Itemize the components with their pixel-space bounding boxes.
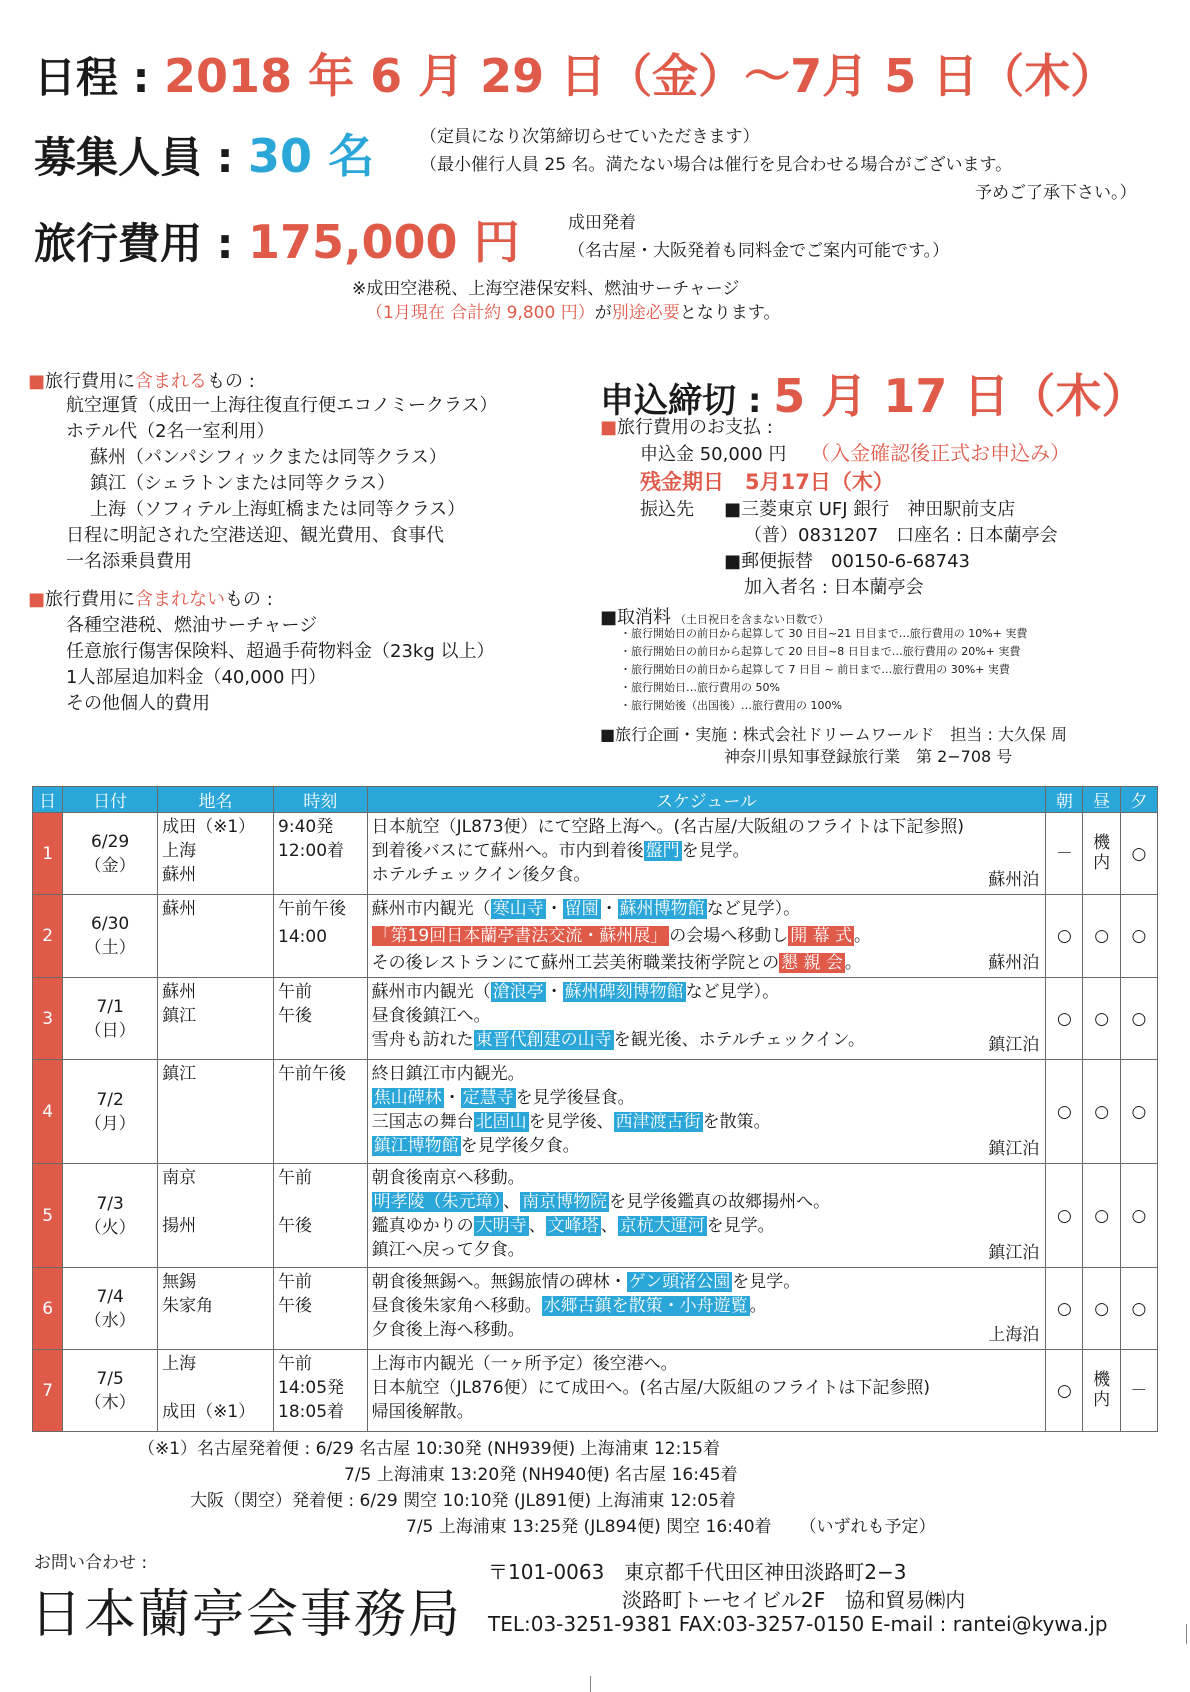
payment-deposit <box>640 440 1070 468</box>
address-line-1: 〒101-0063 東京都千代田区神田淡路町2−3 <box>488 1560 907 1584</box>
date-cell: 6/29 （金） <box>63 813 158 895</box>
day-number: 4 <box>33 1060 63 1164</box>
cost-line <box>34 206 520 272</box>
time-cell: 午前午後 <box>274 1060 368 1164</box>
office-name: 日本蘭亭会事務局 <box>30 1585 463 1645</box>
time-cell: 午前 午後 <box>274 1164 368 1268</box>
schedule-cell: 蘇州市内観光（ 滄浪亭 ・ 蘇州碑刻博物館 など見学）。 昼食後鎮江へ。 雪舟も訪れた 東晋代創建の山寺 を観光後、ホテルチェックイン。 鎮江泊 <box>367 978 1046 1060</box>
overnight-stay: 上海泊 <box>988 1325 1040 1345</box>
organizer-line-1: ■旅行企画・実施 : 株式会社ドリームワールド 担当 : 大久保 周 <box>600 725 1068 744</box>
header-schedule: スケジュール <box>367 787 1046 813</box>
highlight-spot: 盤門 <box>645 841 680 861</box>
flight-note-4-remark: （いずれも予定） <box>799 1517 936 1537</box>
day-number: 6 <box>33 1268 63 1350</box>
table-row <box>33 1350 1158 1432</box>
header-dinner: 夕 <box>1120 787 1157 813</box>
included-item: 一名添乗員費用 <box>66 551 192 572</box>
included-title: ■旅行費用に含まれるもの : <box>28 371 255 392</box>
included-item: 鎮江（シェラトンまたは同等クラス） <box>90 473 396 494</box>
cancel-title-text: 取消料 <box>617 607 672 628</box>
meal-dinner: ○ <box>1120 1164 1157 1268</box>
place-cell: 蘇州 <box>158 895 274 978</box>
included-item: 日程に明記された空港送迎、観光費用、食事代 <box>66 525 444 546</box>
place-cell: 南京 揚州 <box>158 1164 274 1268</box>
balance-date: 残金期日 5月17日（木） <box>640 470 894 494</box>
meal-dinner: ○ <box>1120 1060 1157 1164</box>
place-cell: 成田（※1） 上海 蘇州 <box>158 813 274 895</box>
bank-info: ■三菱東京 UFJ 銀行 神田駅前支店 <box>724 499 1016 520</box>
flight-note-1: （※1）名古屋発着便 : 6/29 名古屋 10:30発 (NH939便) 上海浦東 12:15着 <box>138 1439 720 1459</box>
table-row <box>33 1060 1158 1164</box>
excluded-title-pre: 旅行費用に <box>45 589 136 610</box>
meal-dinner: － <box>1120 1350 1157 1432</box>
overnight-stay: 鎮江泊 <box>988 1243 1040 1263</box>
recruit-label: 募集人員 : <box>34 133 249 182</box>
header-date: 日付 <box>63 787 158 813</box>
cost-value: 175,000 円 <box>248 215 520 269</box>
meal-dinner: ○ <box>1120 1268 1157 1350</box>
meal-lunch: ○ <box>1083 1164 1120 1268</box>
address-line-2: 淡路町トーセイビル2F 協和貿易㈱内 <box>622 1588 966 1612</box>
date-cell: 7/3 （火） <box>63 1164 158 1268</box>
deposit-note: （入金確認後正式お申込み） <box>810 441 1071 465</box>
meal-breakfast: ○ <box>1046 1350 1083 1432</box>
tax-separate: 別途必要 <box>611 303 680 323</box>
recruit-note-3: 予めご了承下さい。） <box>975 183 1137 203</box>
table-row <box>33 978 1158 1060</box>
cancel-item: ・旅行開始後（出国後）…旅行費用の 100% <box>620 699 842 712</box>
day-number: 3 <box>33 978 63 1060</box>
tax-amount: （1月現在 合計約 9,800 円） <box>366 303 595 323</box>
transfer-label: 振込先 <box>640 499 694 520</box>
flight-note-4 <box>406 1514 936 1540</box>
schedule-cell: 日本航空（JL873便）にて空路上海へ。(名古屋/大阪組のフライトは下記参照) 到着後バスにて蘇州へ。市内到着後 盤門 を見学。 ホテルチェックイン後夕食。 蘇州泊 <box>367 813 1046 895</box>
postal-info: ■郵便振替 00150-6-68743 <box>724 551 970 572</box>
excluded-title-post: もの : <box>225 589 273 610</box>
crop-mark <box>1186 1624 1187 1644</box>
meal-dinner: ○ <box>1120 813 1157 895</box>
schedule-table <box>32 786 1158 1432</box>
tax-mid: が <box>594 303 612 323</box>
meal-lunch: ○ <box>1083 1268 1120 1350</box>
time-cell: 午前 午後 <box>274 1268 368 1350</box>
date-cell: 7/2 （月） <box>63 1060 158 1164</box>
day-number: 5 <box>33 1164 63 1268</box>
meal-dinner: ○ <box>1120 895 1157 978</box>
postal-name: 加入者名 : 日本蘭亭会 <box>744 577 924 598</box>
meal-lunch: 機内 <box>1083 1350 1120 1432</box>
excluded-item: 任意旅行傷害保険料、超過手荷物料金（23kg 以上） <box>66 641 495 662</box>
meal-breakfast: ○ <box>1046 978 1083 1060</box>
included-item: 航空運賃（成田一上海往復直行便エコノミークラス） <box>66 395 498 416</box>
excluded-item: 各種空港税、燃油サーチャージ <box>66 615 318 636</box>
header-day: 日 <box>33 787 63 813</box>
included-title-post: もの : <box>207 371 255 392</box>
place-cell: 上海 成田（※1） <box>158 1350 274 1432</box>
place-cell: 鎮江 <box>158 1060 274 1164</box>
flight-note-3: 大阪（関空）発着便 : 6/29 関空 10:10発 (JL891便) 上海浦東 12:05着 <box>190 1491 736 1511</box>
date-cell: 7/5 （木） <box>63 1350 158 1432</box>
overnight-stay: 蘇州泊 <box>988 870 1040 890</box>
included-title-pre: 旅行費用に <box>45 371 136 392</box>
tax-end: となります。 <box>679 303 781 323</box>
schedule-value: 2018 年 6 月 29 日（金）～7月 5 日（木） <box>164 49 1117 103</box>
date-cell: 7/4 （水） <box>63 1268 158 1350</box>
cancel-item: ・旅行開始日の前日から起算して 7 日目 ~ 前日まで…旅行費用の 30%+ 実費 <box>620 663 1010 676</box>
schedule-cell: 蘇州市内観光（ 寒山寺 ・ 留園 ・ 蘇州博物館 など見学）。 「第19回日本蘭亭書法交流・蘇州展」 の会場へ移動し 開 幕 式 。 その後レストランにて蘇州工芸美術職業技術学院との 懇 親 会 。 蘇州泊 <box>367 895 1046 978</box>
excluded-item: その他個人的費用 <box>66 693 210 714</box>
crop-mark <box>590 1676 591 1692</box>
date-cell: 7/1 （日） <box>63 978 158 1060</box>
meal-breakfast: ○ <box>1046 1164 1083 1268</box>
header-place: 地名 <box>158 787 274 813</box>
meal-lunch: ○ <box>1083 1060 1120 1164</box>
recruit-line <box>34 120 374 186</box>
header-lunch: 昼 <box>1083 787 1120 813</box>
excluded-title-red: 含まれない <box>135 589 226 610</box>
account-info: （普）0831207 口座名 : 日本蘭亭会 <box>744 525 1058 546</box>
meal-lunch: ○ <box>1083 895 1120 978</box>
schedule-cell: 朝食後南京へ移動。 明孝陵（朱元璋） 、 南京博物院 を見学後鑑真の故郷揚州へ。 鑑真ゆかりの 大明寺 、 文峰塔 、 京杭大運河 を見学。 鎮江へ戻って夕食。 鎮江泊 <box>367 1164 1046 1268</box>
table-row <box>33 895 1158 978</box>
overnight-stay: 鎮江泊 <box>988 1139 1040 1159</box>
recruit-value: 30 名 <box>248 129 375 183</box>
excluded-item: 1人部屋追加料金（40,000 円） <box>66 667 327 688</box>
deadline-value: 5 月 17 日（木） <box>773 369 1148 423</box>
table-header-row <box>33 787 1158 813</box>
schedule-cell: 終日鎮江市内観光。 焦山碑林 ・ 定慧寺 を見学後昼食。 三国志の舞台 北固山 を見学後、 西津渡古街 を散策。 鎮江博物館 を見学後夕食。 鎮江泊 <box>367 1060 1046 1164</box>
meal-breakfast: ○ <box>1046 1268 1083 1350</box>
day-number: 7 <box>33 1350 63 1432</box>
place-cell: 蘇州 鎮江 <box>158 978 274 1060</box>
meal-dinner: ○ <box>1120 978 1157 1060</box>
time-cell: 午前 午後 <box>274 978 368 1060</box>
date-cell: 6/30 （土） <box>63 895 158 978</box>
meal-breakfast: ○ <box>1046 1060 1083 1164</box>
place-cell: 無錫 朱家角 <box>158 1268 274 1350</box>
cost-note-2: （名古屋・大阪発着も同料金でご案内可能です。） <box>568 241 950 261</box>
table-row <box>33 813 1158 895</box>
recruit-note-2: （最小催行人員 25 名。満たない場合は催行を見合わせる場合がございます。 <box>420 155 1013 175</box>
cancel-item: ・旅行開始日の前日から起算して 20 日目~8 日目まで…旅行費用の 20%+ 実費 <box>620 645 1021 658</box>
included-title-red: 含まれる <box>135 371 208 392</box>
cancel-title: ■取消料 （土日祝日を含まない日数で） <box>600 607 830 628</box>
included-item: 上海（ソフィテル上海虹橋または同等クラス） <box>90 499 466 520</box>
contact-tel-email: TEL:03-3251-9381 FAX:03-3257-0150 E-mail : rantei@kywa.jp <box>488 1612 1108 1636</box>
time-cell: 午前午後 14:00 <box>274 895 368 978</box>
tax-note-1: ※成田空港税、上海空港保安料、燃油サーチャージ <box>352 279 740 299</box>
cancel-item: ・旅行開始日の前日から起算して 30 日目~21 日目まで…旅行費用の 10%+ 実費 <box>620 627 1028 640</box>
cancel-item: ・旅行開始日…旅行費用の 50% <box>620 681 780 694</box>
flight-note-4-text: 7/5 上海浦東 13:25発 (JL894便) 関空 16:40着 <box>406 1517 772 1537</box>
day-number: 2 <box>33 895 63 978</box>
cancel-title-note: （土日祝日を含まない日数で） <box>675 613 830 626</box>
tax-note-2 <box>366 300 780 326</box>
time-cell: 9:40発 12:00着 <box>274 813 368 895</box>
excluded-title: ■旅行費用に含まれないもの : <box>28 589 273 610</box>
table-row <box>33 1268 1158 1350</box>
cost-note-1: 成田発着 <box>568 213 636 233</box>
header-time: 時刻 <box>274 787 368 813</box>
payment-title: ■旅行費用のお支払 : <box>600 417 773 438</box>
included-item: 蘇州（パンパシフィックまたは同等クラス） <box>90 447 447 468</box>
deadline-label: 申込締切 : <box>600 381 774 421</box>
overnight-stay: 蘇州泊 <box>988 953 1040 973</box>
meal-breakfast: － <box>1046 813 1083 895</box>
schedule-label: 日程 : <box>34 53 165 102</box>
flight-note-2: 7/5 上海浦東 13:20発 (NH940便) 名古屋 16:45着 <box>344 1465 738 1485</box>
schedule-cell: 朝食後無錫へ。無錫旅情の碑林・ ゲン頭渚公園 を見学。 昼食後朱家角へ移動。 水郷古鎮を散策・小舟遊覧 。 夕食後上海へ移動。 上海泊 <box>367 1268 1046 1350</box>
deposit-amount: 申込金 50,000 円 <box>640 444 787 465</box>
contact-label: お問い合わせ : <box>34 1553 148 1573</box>
payment-title-text: 旅行費用のお支払 : <box>617 417 773 438</box>
included-item: ホテル代（2名一室利用） <box>66 421 275 442</box>
cost-label: 旅行費用 : <box>34 219 249 268</box>
meal-lunch: ○ <box>1083 978 1120 1060</box>
recruit-note-1: （定員になり次第締切らせていただきます） <box>420 127 760 147</box>
day-number: 1 <box>33 813 63 895</box>
meal-lunch: 機内 <box>1083 813 1120 895</box>
time-cell: 午前 14:05発 18:05着 <box>274 1350 368 1432</box>
organizer-line-2: 神奈川県知事登録旅行業 第 2−708 号 <box>724 747 1013 766</box>
schedule-cell: 上海市内観光（一ヶ所予定）後空港へ。 日本航空（JL876便）にて成田へ。(名古屋/大阪組のフライトは下記参照) 帰国後解散。 <box>367 1350 1046 1432</box>
table-row <box>33 1164 1158 1268</box>
header-breakfast: 朝 <box>1046 787 1083 813</box>
overnight-stay: 鎮江泊 <box>988 1035 1040 1055</box>
meal-breakfast: ○ <box>1046 895 1083 978</box>
schedule-line <box>34 40 1116 106</box>
